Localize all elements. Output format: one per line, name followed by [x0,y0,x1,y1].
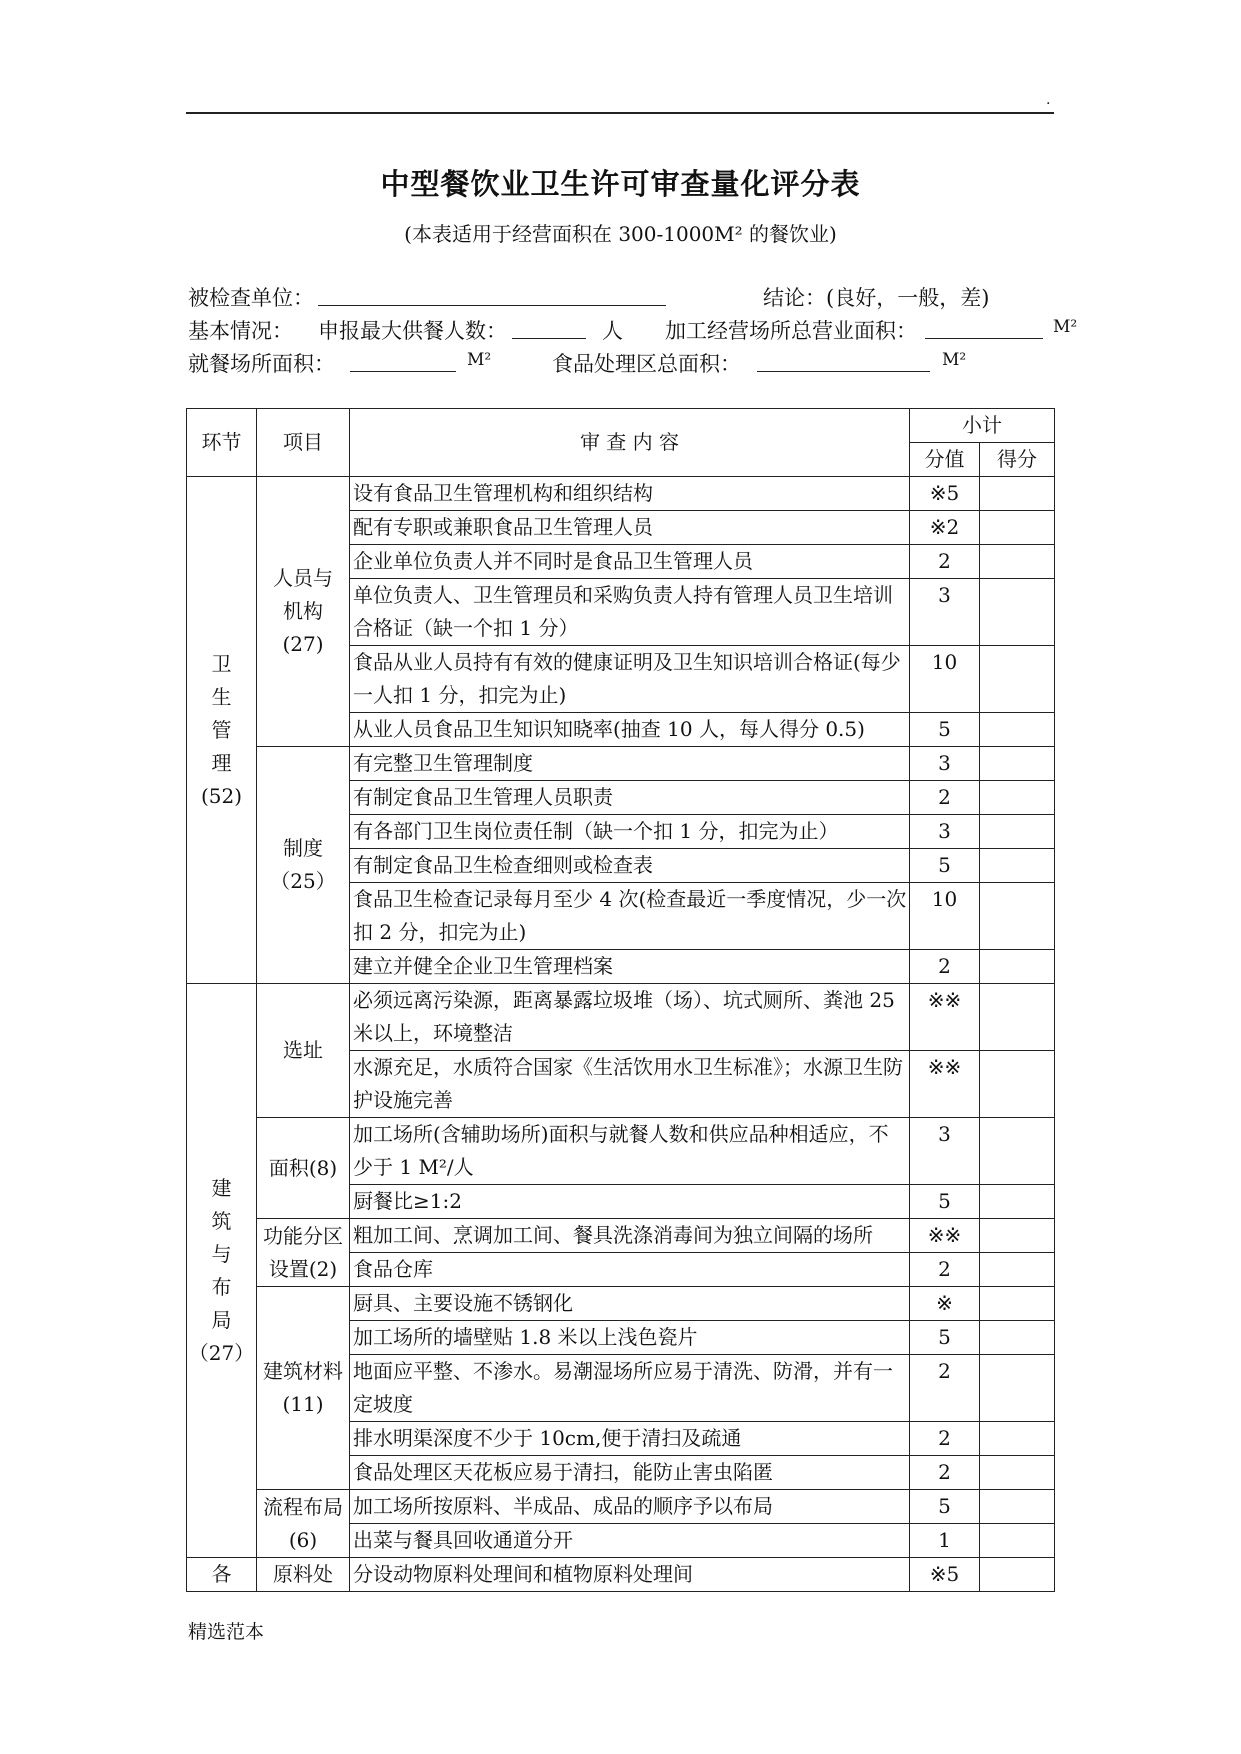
table-row-score: ※2 [910,511,980,545]
earned-cell[interactable] [980,511,1055,545]
table-row-content: 食品处理区天花板应易于清扫，能防止害虫陷匿 [350,1456,910,1490]
earned-cell[interactable] [980,747,1055,781]
group-site: 选址 [257,984,350,1118]
table-row-score: 10 [910,646,980,713]
table-row-content: 企业单位负责人并不同时是食品卫生管理人员 [350,545,910,579]
earned-cell[interactable] [980,646,1055,713]
earned-cell[interactable] [980,984,1055,1051]
earned-cell[interactable] [980,713,1055,747]
table-row-content: 粗加工间、烹调加工间、餐具洗涤消毒间为独立间隔的场所 [350,1219,910,1253]
basic-info-label: 基本情况： [188,319,293,343]
earned-cell[interactable] [980,849,1055,883]
table-row-content: 从业人员食品卫生知识知晓率(抽查 10 人，每人得分 0.5) [350,713,910,747]
dining-area-blank[interactable] [350,371,456,372]
table-row-score: 10 [910,883,980,950]
person-unit: 人 [602,319,623,343]
table-row-content: 水源充足，水质符合国家《生活饮用水卫生标准》；水源卫生防护设施完善 [350,1051,910,1118]
header-score: 分值 [910,443,980,477]
table-row-content: 加工场所的墙壁贴 1.8 米以上浅色瓷片 [350,1321,910,1355]
earned-cell[interactable] [980,950,1055,984]
table-row-score: 5 [910,1185,980,1219]
header-dot: . [1046,92,1051,108]
group-personnel: 人员与 机构 (27) [257,477,350,747]
earned-cell[interactable] [980,1456,1055,1490]
earned-cell[interactable] [980,1321,1055,1355]
footer-text: 精选范本 [188,1621,265,1643]
section-building: 建 筑 与 布 局 （27） [187,984,257,1558]
table-row-score: ※※ [910,1051,980,1118]
header-stage: 环节 [187,409,257,477]
earned-cell[interactable] [980,1355,1055,1422]
total-area-unit: M² [1053,317,1078,337]
table-row-content: 分设动物原料处理间和植物原料处理间 [350,1558,910,1592]
section-hygiene: 卫 生 管 理 (52) [187,477,257,984]
table-row-score: 5 [910,1321,980,1355]
table-row-score: 2 [910,1422,980,1456]
table-row-score: 3 [910,579,980,646]
table-row-content: 建立并健全企业卫生管理档案 [350,950,910,984]
table-row-score: ※5 [910,477,980,511]
table-row-content: 食品卫生检查记录每月至少 4 次(检查最近一季度情况，少一次扣 2 分，扣完为止) [350,883,910,950]
earned-cell[interactable] [980,1185,1055,1219]
earned-cell[interactable] [980,477,1055,511]
document-subtitle: (本表适用于经营面积在 300-1000M² 的餐饮业) [404,222,837,246]
table-row-content: 加工场所按原料、半成品、成品的顺序予以布局 [350,1490,910,1524]
max-meals-blank[interactable] [512,338,586,339]
earned-cell[interactable] [980,815,1055,849]
earned-cell[interactable] [980,1051,1055,1118]
group-zoning: 功能分区 设置(2) [257,1219,350,1287]
table-row-content: 食品仓库 [350,1253,910,1287]
table-row-score: 5 [910,1490,980,1524]
inspected-unit-label: 被检查单位： [188,286,314,310]
header-content: 审 查 内 容 [350,409,910,477]
dining-area-label: 就餐场所面积： [188,352,335,376]
table-row-score: ※5 [910,1558,980,1592]
table-row-content: 设有食品卫生管理机构和组织结构 [350,477,910,511]
table-row-score: 2 [910,1355,980,1422]
table-row-content: 单位负责人、卫生管理员和采购负责人持有管理人员卫生培训合格证（缺一个扣 1 分） [350,579,910,646]
header-earned: 得分 [980,443,1055,477]
table-row-content: 有制定食品卫生管理人员职责 [350,781,910,815]
table-row-content: 厨餐比≥1:2 [350,1185,910,1219]
table-row-score: 2 [910,1456,980,1490]
group-system: 制度 （25） [257,747,350,984]
earned-cell[interactable] [980,883,1055,950]
document-title: 中型餐饮业卫生许可审查量化评分表 [380,167,861,201]
table-row-score: 3 [910,815,980,849]
table-row-score: ※ [910,1287,980,1321]
group-area: 面积(8) [257,1118,350,1219]
table-row-score: 1 [910,1524,980,1558]
earned-cell[interactable] [980,1558,1055,1592]
table-row-score: 3 [910,1118,980,1185]
conclusion-text: 结论：(良好，一般，差) [763,286,990,310]
table-row-content: 加工场所(含辅助场所)面积与就餐人数和供应品种相适应，不少于 1 M²/人 [350,1118,910,1185]
table-row-content: 地面应平整、不渗水。易潮湿场所应易于清洗、防滑，并有一定坡度 [350,1355,910,1422]
dining-area-unit: M² [467,350,492,370]
table-row-score: 2 [910,781,980,815]
total-area-blank[interactable] [925,338,1043,339]
section-last: 各 [187,1558,257,1592]
group-material: 建筑材料 (11) [257,1287,350,1490]
earned-cell[interactable] [980,1490,1055,1524]
table-row-content: 有各部门卫生岗位责任制（缺一个扣 1 分，扣完为止） [350,815,910,849]
table-row-score: 5 [910,849,980,883]
total-area-label: 加工经营场所总营业面积： [665,319,917,343]
earned-cell[interactable] [980,579,1055,646]
header-item: 项目 [257,409,350,477]
earned-cell[interactable] [980,1287,1055,1321]
food-area-unit: M² [942,350,967,370]
group-raw: 原料处 [257,1558,350,1592]
earned-cell[interactable] [980,1422,1055,1456]
earned-cell[interactable] [980,1253,1055,1287]
header-subtotal: 小计 [910,409,1055,443]
table-row-content: 厨具、主要设施不锈钢化 [350,1287,910,1321]
max-meals-label: 申报最大供餐人数： [318,319,507,343]
table-row-score: 5 [910,713,980,747]
food-area-label: 食品处理区总面积： [552,352,741,376]
table-row-content: 配有专职或兼职食品卫生管理人员 [350,511,910,545]
group-flow: 流程布局 (6) [257,1490,350,1558]
score-table [186,408,1055,1592]
earned-cell[interactable] [980,1219,1055,1253]
earned-cell[interactable] [980,545,1055,579]
table-row-score: 3 [910,747,980,781]
table-row-content: 出菜与餐具回收通道分开 [350,1524,910,1558]
table-row-score: ※※ [910,984,980,1051]
earned-cell[interactable] [980,1524,1055,1558]
earned-cell[interactable] [980,1118,1055,1185]
table-row-content: 有完整卫生管理制度 [350,747,910,781]
table-row-score: ※※ [910,1219,980,1253]
inspected-unit-blank[interactable] [318,305,666,306]
earned-cell[interactable] [980,781,1055,815]
table-row-content: 有制定食品卫生检查细则或检查表 [350,849,910,883]
table-row-score: 2 [910,950,980,984]
table-row-content: 排水明渠深度不少于 10cm,便于清扫及疏通 [350,1422,910,1456]
table-row-score: 2 [910,545,980,579]
table-row-score: 2 [910,1253,980,1287]
header-rule [186,112,1054,114]
food-area-blank[interactable] [757,371,930,372]
table-row-content: 必须远离污染源，距离暴露垃圾堆（场）、坑式厕所、粪池 25 米以上，环境整洁 [350,984,910,1051]
table-row-content: 食品从业人员持有有效的健康证明及卫生知识培训合格证(每少一人扣 1 分，扣完为止) [350,646,910,713]
